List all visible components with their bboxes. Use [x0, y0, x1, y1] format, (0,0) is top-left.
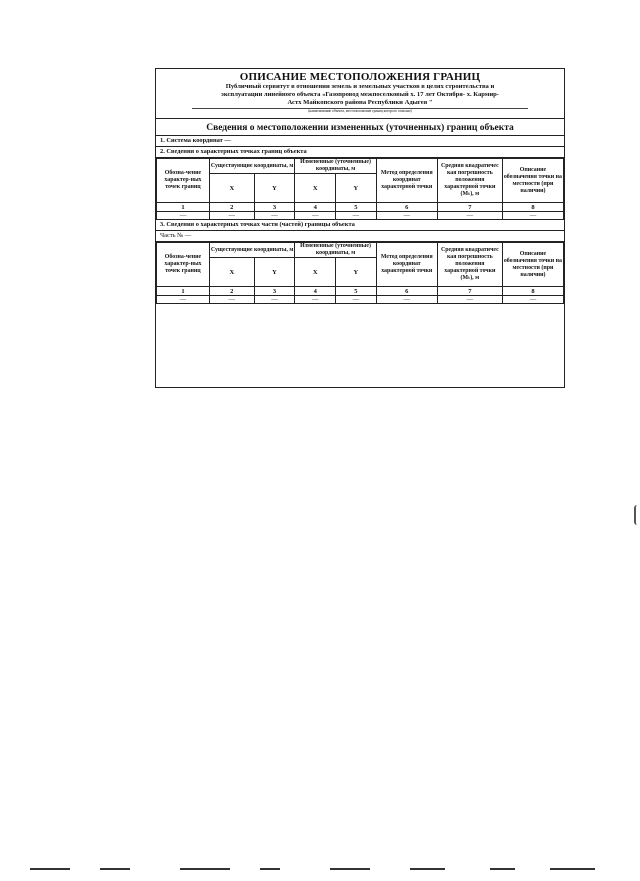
document-header [156, 69, 564, 114]
header-accuracy: Средняя квадратичес кая погрешность положения характерной точки (Mₜ), м [437, 243, 502, 287]
parts-section-line: 3. Сведения о характерных точках части (частей) границы объекта [156, 220, 564, 231]
table-cell: — [209, 296, 254, 304]
boundary-description-sheet [155, 68, 565, 388]
column-number: 5 [336, 287, 377, 296]
header-y: Y [254, 258, 295, 287]
header-designation: Обозна-чение характер-ных точек границ [157, 243, 210, 287]
column-number: 7 [437, 203, 502, 212]
header-description: Описание обозначения точки на местности (при наличии) [502, 243, 563, 287]
header-method: Метод определения координат характерной точки [376, 243, 437, 287]
coordinate-system-line: 1. Система координат — [156, 136, 564, 147]
column-number: 8 [502, 203, 563, 212]
table-cell: — [376, 212, 437, 220]
header-x: X [295, 258, 336, 287]
column-number-row [157, 203, 564, 212]
scan-bottom-edge [30, 868, 630, 874]
column-number: 1 [157, 203, 210, 212]
header-method: Метод определения координат характерной точки [376, 159, 437, 203]
header-y: Y [254, 174, 295, 203]
document-subtitle-line-2: эксплуатации линейного объекта «Газопровод межпоселковый х. 17 лет Октября- х. Кармир- [221, 91, 499, 98]
column-number: 3 [254, 287, 295, 296]
table-cell: — [254, 296, 295, 304]
column-number: 5 [336, 203, 377, 212]
table-cell: — [437, 296, 502, 304]
table-cell: — [376, 296, 437, 304]
table-cell: — [295, 296, 336, 304]
column-number: 2 [209, 203, 254, 212]
points-table [156, 158, 564, 220]
column-number: 1 [157, 287, 210, 296]
header-x: X [209, 258, 254, 287]
header-accuracy: Средняя квадратичес кая погрешность положения характерной точки (Mₜ), м [437, 159, 502, 203]
table-cell: — [437, 212, 502, 220]
column-number: 7 [437, 287, 502, 296]
table-row [157, 296, 564, 304]
table-cell: — [209, 212, 254, 220]
part-label: Часть № — [156, 231, 564, 242]
document-subtitle-line-1: Публичный сервитут в отношении земель и земельных участков в целях строительства и [225, 83, 495, 90]
section-title: Сведения о местоположении измененных (уточненных) границ объекта [156, 122, 564, 136]
column-number: 8 [502, 287, 563, 296]
table-row [157, 212, 564, 220]
table-cell: — [502, 296, 563, 304]
header-divider [156, 118, 564, 119]
header-description: Описание обозначения точки на местности (при наличии) [502, 159, 563, 203]
document-subtitle-line-3: Астх Майкопского района Республики Адыгея " [287, 99, 433, 106]
column-number: 6 [376, 287, 437, 296]
table-cell: — [157, 212, 210, 220]
table-cell: — [336, 296, 377, 304]
header-changed-coords: Измененные (уточненные) координаты, м [295, 243, 376, 258]
header-changed-coords: Измененные (уточненные) координаты, м [295, 159, 376, 174]
points-section-line: 2. Сведения о характерных точках границ объекта [156, 147, 564, 158]
header-x: X [295, 174, 336, 203]
column-number: 2 [209, 287, 254, 296]
document-title: ОПИСАНИЕ МЕСТОПОЛОЖЕНИЯ ГРАНИЦ [239, 71, 481, 83]
header-designation: Обозна-чение характер-ных точек границ [157, 159, 210, 203]
table-cell: — [157, 296, 210, 304]
parts-table [156, 242, 564, 304]
table-cell: — [254, 212, 295, 220]
scan-artifact [634, 505, 640, 525]
column-number-row [157, 287, 564, 296]
table-cell: — [336, 212, 377, 220]
column-number: 6 [376, 203, 437, 212]
header-existing-coords: Существующие координаты, м [209, 243, 294, 258]
table-cell: — [502, 212, 563, 220]
document-note: (наименование объекта, местоположение границ которого описано) [192, 108, 528, 114]
column-number: 3 [254, 203, 295, 212]
table-cell: — [295, 212, 336, 220]
column-number: 4 [295, 203, 336, 212]
header-x: X [209, 174, 254, 203]
header-y: Y [336, 258, 377, 287]
header-y: Y [336, 174, 377, 203]
column-number: 4 [295, 287, 336, 296]
header-existing-coords: Существующие координаты, м [209, 159, 294, 174]
